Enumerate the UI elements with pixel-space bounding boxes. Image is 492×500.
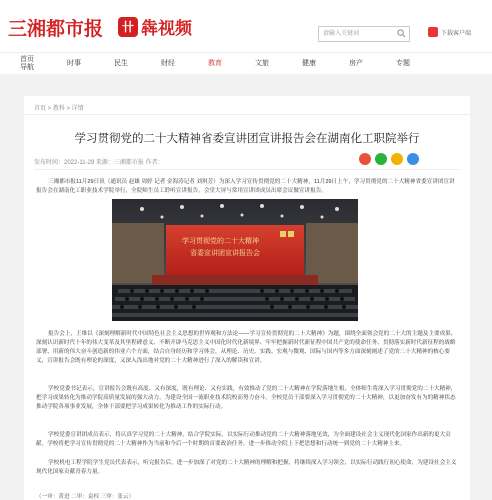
nav-item-label: 民生 [114,60,128,67]
screen-banner-line2: 省委宣讲团宣讲报告会 [190,249,260,257]
top-header [0,0,492,52]
article-paragraph: 学校机电工程学院学生党员代表表示，听完报告后，进一步加深了对党的二十大精神的理解和把握，将继续深入学习领会，以实际行动践行初心使命，为建设社会主义现代化国家贡献青春力量。 [36,460,457,475]
article-paragraph: 学校党委宣讲团成员表示，将认真学习党的二十大精神，结合学院实际，以实际行动推动党的二十大精神落地见效，为全面建设社会主义现代化国家作出新的更大贡献。学校将把学习宣传贯彻党的二十大精神作为当前和今后一个时期的首要政治任务，进一步推动全院上下把思想和行动统一到党的二十大精神上来。 [36,432,451,447]
video-channel-name: 犇视频 [141,19,192,39]
wechat-share-icon[interactable] [375,153,387,165]
qzone-share-icon[interactable] [391,153,403,165]
app-download-label: 下载客户端 [441,30,472,37]
divider [24,114,470,115]
nav-item-label: 财经 [161,60,175,67]
main-nav [0,52,492,74]
article-title: 学习贯彻党的二十大精神省委宣讲团宣讲报告会在湖南化工职院举行 [74,131,420,145]
nav-item-label: 教育 [208,60,222,67]
nav-item-sublabel: 导航 [20,64,34,71]
article-paragraph: 学校党委书记表示，宣讲报告会既有高度、又有深度，既有理论、又有实践，有效推动了党的二十大精神在学院落地生根，全体师生将深入学习贯彻党的二十大精神，把学习成果转化为推动学院高质量发展的强大动力，为建设全国一流职业技术院校而努力奋斗。全校党员干部要深入学习贯彻党的二十大精神，以更加奋发有为的精神状态推动学院各项事业发展，全体干部要把学习成果转化为推动工作的实际行动。 [36,386,457,410]
nav-item[interactable] [114,60,128,68]
weibo-share-icon[interactable] [359,153,371,165]
nav-item[interactable] [67,60,81,68]
site-logo[interactable]: 三湘都市报 [8,18,104,40]
editor-credits: （一审：黄进 二审：袁权 三审：张云） [36,494,135,500]
article-photo[interactable] [112,199,358,321]
nav-item[interactable] [161,60,175,68]
nav-item[interactable] [396,60,410,68]
nav-item[interactable] [208,60,222,68]
share-buttons [359,153,423,165]
search-icon[interactable] [397,29,406,38]
video-channel-logo[interactable] [118,14,192,39]
search-placeholder: 请输入关键词 [323,31,360,37]
screen-banner-line1: 学习贯彻党的二十大精神 [182,237,259,245]
nav-item[interactable] [255,60,269,68]
search-input[interactable] [318,26,410,42]
app-download-link[interactable] [428,27,471,37]
nav-item-label: 健康 [302,60,316,67]
divider [34,169,460,170]
nav-item[interactable] [302,60,316,68]
article-paragraph: 三湘都市报11月29日讯（通讯员 赵雄 周婷 记者 金海涛记者 刘琪芳）为深入学习宣传贯彻党的二十大精神，11月29日上午，学习贯彻党的二十大精神省委宣讲团宣讲报告会在湖南化工职业技术学院举行，全院师生员工聆听宣讲报告。会堂大屏与常用宣讲团成员出席会议做宣讲报告。 [36,179,455,194]
lecture-hall-image [112,199,358,321]
article-paragraph: 报告会上，王维以《深刻理解新时代中国特色社会主义思想的世界观和方法论——学习宣传贯彻党的二十大精神》为题，围绕全面领会党的二十大的主题及主要成果、深刻认识新时代十年的伟大变革及其里程碑意义、不断开辟马克思主义中国化时代化新境界、牢牢把握新时代新征程中国共产党的使命任务、贯彻落实新时代新征程的战略部署、用新的伟大奋斗创造新的伟业六个方面，结合自身经历和学习体会，从理论、历史、实践、宏观与微观、国际与国内等多方面深刻阐述了党的二十大精神的核心要义，宣讲报告会既有理论的深度，又深入浅出地对党的二十大精神进行了深入的解读和宣讲。 [36,331,457,364]
qq-share-icon[interactable] [407,153,419,165]
article-container [24,96,470,500]
nav-item[interactable] [349,60,363,68]
app-icon [428,27,438,37]
nav-item-label: 房产 [349,60,363,67]
video-channel-badge: 卄 [118,17,138,37]
nav-item-label: 首页 [20,56,34,63]
nav-item[interactable] [20,56,34,72]
article-meta: 发布时间：2022-11-29 来源：三湘都市报 作者： [34,160,164,166]
nav-item-label: 时事 [67,60,81,67]
nav-item-label: 文旅 [255,60,269,67]
nav-item-label: 专题 [396,60,410,67]
breadcrumb[interactable]: 首页 > 教科 > 详情 [34,106,84,112]
